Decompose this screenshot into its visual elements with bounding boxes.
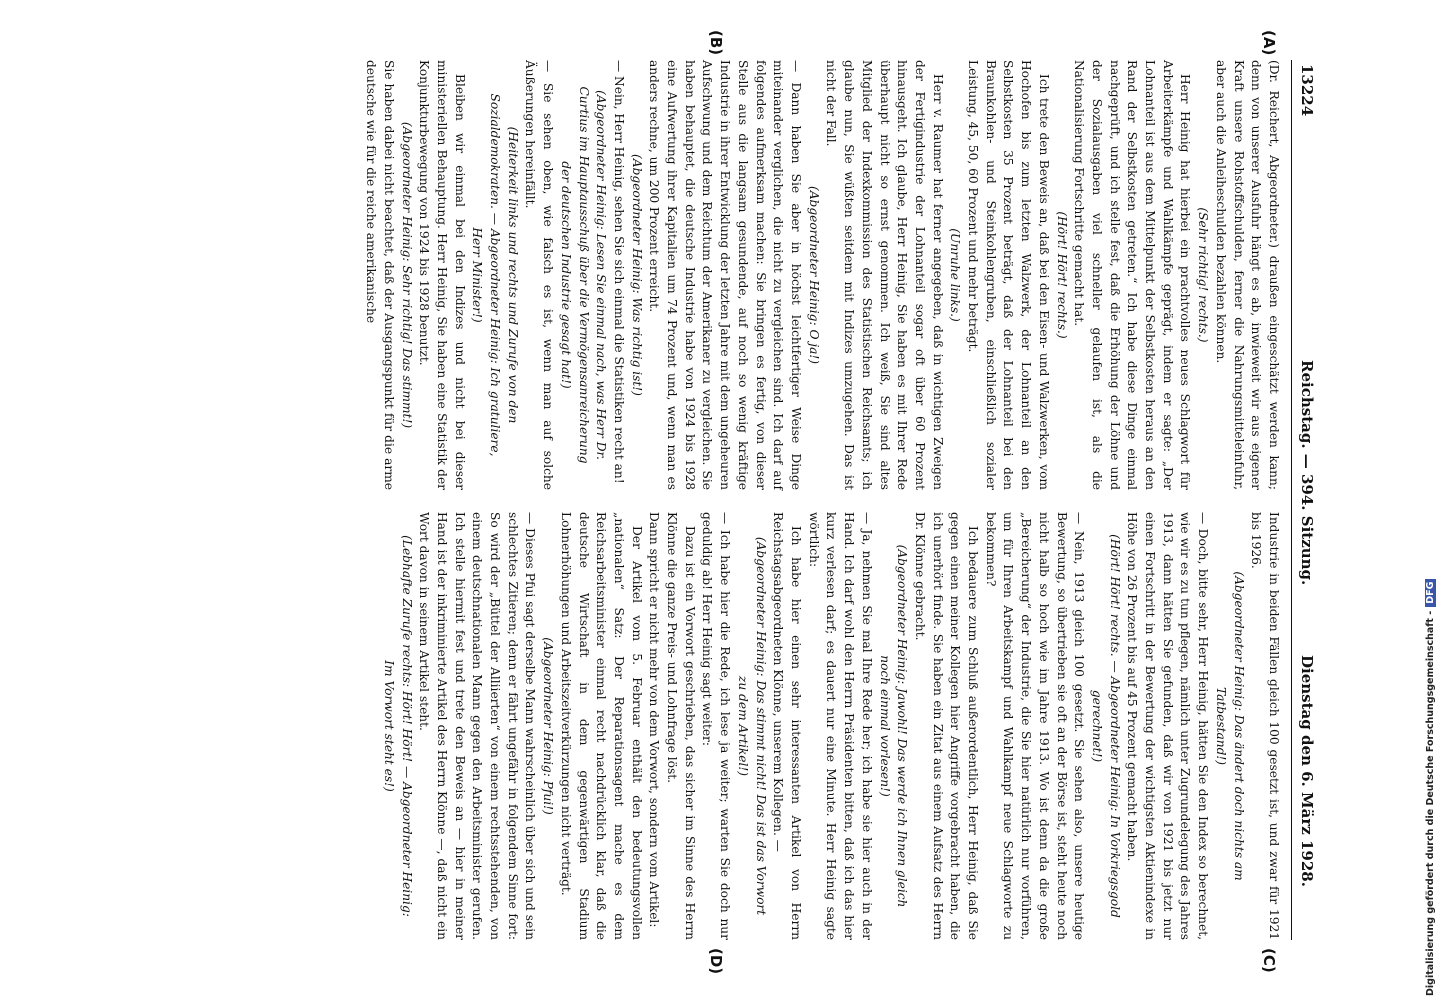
page-number: 13224 xyxy=(1298,64,1316,117)
digitization-credit xyxy=(1425,6,1436,996)
interjection: (Abgeordneter Heinig: Pfui!) xyxy=(541,637,556,815)
margin-marker-a: (A) xyxy=(1260,30,1278,56)
paragraph: Ich trete den Beweis an, daß bei den Eisen- und Walzwerken, vom Hochofen bis zum letzten Walzwerk, der Lohnanteil an den Selbstkosten 35 Prozent beträgt, daß der Lohnanteil bei den Braunkohlen- und Steinkohlengruben, einschließlich sozialer Leistung, 45, 50, 60 Prozent und mehr beträgt. xyxy=(966,60,1051,490)
quotation: Ich habe hier einen sehr interessanten Artikel von Herrn Reichstagsabgeordneten Klönne, unserem Kollegen. — xyxy=(771,512,804,940)
paragraph: — Ich habe hier die Rede, ich lese ja weiter; warten Sie doch nur geduldig ab! Herr Heinig sagt weiter: xyxy=(700,512,733,940)
paragraph: — Doch, bitte sehr, Herr Heinig, hätten Sie den Index so berechnet, wie wir es zu tun pflegen, nämlich unter Zugrundelegung des Jahres 1913, dann hätten Sie gefunden, daß wir von 1921 bis jetzt nur einen Fortschritt in der Bewertung der wichtigsten Aktienindexe in Höhe von 26 Prozent bis auf 45 Prozent gemacht haben. xyxy=(1125,512,1211,940)
paragraph: — Dieses Pfui sagt derselbe Mann wahrscheinlich über sich und sein schlechtes Zitieren; denn er fährt ungefähr in folgendem Sinne fort: So wird der „Büttel der Alliierten“ von einem rechtsstehenden, von einem deutschnationalen Mann gegen den Arbeitsminister gerufen. Ich stelle hiermit fest und trete den Beweis an — hier in meiner Hand ist der inkriminierte Artikel des Herrn Klönne —, daß nicht ein Wort davon in seinem Artikel steht. xyxy=(417,512,538,940)
page-header xyxy=(1291,60,1320,940)
paragraph: — Dann haben Sie aber in höchst leichtfertiger Weise Dinge miteinander verglichen, die nicht zu vergleichen sind. Ich darf auf folgendes aufmerksam machen: Sie bringen es fertig, von dieser Stelle aus die langsam gesundende, auf noch so wenig kräftige Industrie in ihrer Entwicklung der letzten Jahre mit dem ungeheuren Aufschwung und dem Reichtum der Amerikaner zu vergleichen. Sie haben behauptet, die deutsche Industrie habe von 1924 bis 1928 eine Aufwertung ihrer Kapitalien um 74 Prozent und, wenn man es anders rechne, um 200 Prozent erreicht. xyxy=(647,60,804,490)
margin-marker-c: (C) xyxy=(1260,948,1278,973)
paragraph: Sie haben dabei nicht beachtet, daß der Ausgangspunkt für die arme deutsche wie für die reiche amerikanische xyxy=(364,60,396,490)
interjection: (Sehr richtig! rechts.) xyxy=(1196,207,1211,343)
interjection: (Abgeordneter Heinig: Das ändert doch nichts am Tatbestand!) xyxy=(1213,571,1246,881)
quotation: Der Artikel vom 5. Februar enthält den bedeutungsvollen „nationalen“ Satz: Der Reparationsagent mache es dem Reichsarbeitsminister einmal recht nachdrücklich klar, daß die deutsche Wirtschaft in dem gegenwärtigen Stadium Lohnerhöhungen und Arbeitszeitverkürzungen nicht verträgt. xyxy=(558,512,644,940)
paragraph: Herr v. Raumer hat ferner angegeben, daß in wichtigen Zweigen der Fertigindustrie der Lohnanteil sogar oft über 60 Prozent hinausgeht. Ich glaube, Herr Heinig, Sie haben es mit Ihrer Rede überhaupt nicht so ernst genommen. Ich weiß, Sie sind altes Mitglied der Indexkommission des Statistischen Reichsamts; ich glaube nun, Sie wüßten seitdem mit Indizes umzugehen. Das ist nicht der Fall. xyxy=(824,60,945,490)
interjection: (Abgeordneter Heinig: O ja!) xyxy=(806,185,821,365)
paragraph: Bleiben wir einmal bei den Indizes und nicht bei dieser ministeriellen Behauptung. Herr Heinig, Sie haben eine Statistik der Konjunkturbewegung von 1924 bis 1928 benutzt. xyxy=(417,60,467,490)
quotation: Dazu ist ein Vorwort geschrieben, das sicher im Sinne des Herrn Klönne die ganze Preis- und Lohnfrage löst. xyxy=(665,512,697,940)
session-date: Dienstag den 6. März 1928. xyxy=(1298,655,1316,887)
interjection: (Unruhe links.) xyxy=(948,228,963,322)
credit-text: Digitalisierung gefördert durch die Deutsche Forschungsgemeinschaft - xyxy=(1425,610,1436,996)
interjection: (Abgeordneter Heinig: Sehr richtig! Das stimmt!) xyxy=(399,121,414,429)
paragraph: Industrie in beiden Fällen gleich 100 gesetzt ist, und zwar für 1921 bis 1926. xyxy=(1249,512,1281,940)
interjection: (Abgeordneter Heinig: Jawohl! Das werde ich Ihnen gleich noch einmal vorlesen!) xyxy=(877,544,910,908)
left-column xyxy=(132,60,1282,490)
interjection: (Abgeordneter Heinig: Was richtig ist!) xyxy=(629,154,644,396)
paragraph: — Sie sehen oben, wie falsch es ist, wenn man auf solche Äußerungen hereinfällt. xyxy=(523,60,556,490)
paragraph: Dann spricht er nicht mehr von dem Vorwort, sondern vom Artikel: xyxy=(647,512,662,928)
paragraph: — Ja, nehmen Sie mal Ihre Rede her; ich habe sie hier auch in der Hand. Ich darf wohl den Herrn Präsidenten bitten, daß ich das hier kurz verlesen darf; es dauert nur eine Minute. Herr Heinig sagte wörtlich: xyxy=(806,512,874,940)
paragraph: (Dr. Reichert, Abgeordneter.) draußen eingeschätzt werden kann; denn von unserer Ausfuhr hängt es ab, inwieweit wir aus eigener Kraft unsere Rohstoffschulden, ferner die Nahrungsmitteleinfuhr, aber auch die Anleiheschulden bezahlen können. xyxy=(1213,60,1281,490)
rotated-page xyxy=(80,30,1320,975)
paragraph: — Nein, Herr Heinig, sehen Sie sich einmal die Statistiken recht an! xyxy=(611,60,626,484)
paragraph: Ich bedauere zum Schluß außerordentlich, Herr Heinig, daß Sie gegen einen meiner Kollegen hier Angriffe vorgebracht haben, die ich unerhört finde. Sie haben ein Zitat aus einem Aufsatz des Herrn Dr. Klönne gebracht. xyxy=(912,512,981,940)
paragraph: Herr Heinig hat hierbei ein prachtvolles neues Schlagwort für Arbeiterkämpfe und Wahlkämpfe geprägt, indem er sagte: „Der Lohnanteil ist aus dem Mittelpunkt der Selbstkosten heraus an den Rand der Selbstkosten getreten.“ Ich habe diese Dinge einmal nachgeprüft, und ich stelle fest, daß die Erhöhung der Löhne und der Sozialausgaben viel schneller gelaufen ist, als die Nationalisierung Fortschritte gemacht hat. xyxy=(1072,60,1193,490)
dfg-logo: DFG xyxy=(1425,579,1436,607)
interjection: (Heiterkeit links und rechts und Zurufe von den Sozialdemokraten. — Abgeordneter Heinig: Ich gratuliere, Herr Minister!) xyxy=(470,93,520,457)
interjection: (Hört! Hört! rechts.) xyxy=(1054,211,1069,339)
margin-marker-d: (D) xyxy=(707,948,725,975)
paragraph: — Nein, 1913 gleich 100 gesetzt. Sie sehen also, unsere heutige Bewertung, so übertrieben sie oft an der Börse ist, steht heute noch nicht halb so hoch wie im Jahre 1913. Wo ist denn da die große „Bereicherung“ der Industrie, die Sie hier natürlich nur vorführen, um für Ihren Arbeitskampf und Wahlkampf neue Schlagworte zu bekommen? xyxy=(983,512,1087,940)
right-column xyxy=(132,512,1282,940)
margin-marker-b: (B) xyxy=(707,30,725,56)
interjection: (Abgeordneter Heinig: Lesen Sie einmal nach, was Herr Dr. Curtius im Hauptausschuß über die Vermögensanreicherung der deutschen Industrie gesagt hat!) xyxy=(558,86,609,464)
interjection: (Abgeordneter Heinig: Das stimmt nicht! Das ist das Vorwort zu dem Artikel!) xyxy=(735,536,768,916)
interjection: (Hört! Hört! rechts. — Abgeordneter Heinig: In Vorkriegsgold gerechnet!) xyxy=(1089,534,1122,918)
interjection: (Lebhafte Zurufe rechts: Hört! Hört! — Abgeordneter Heinig: Im Vorwort steht es!) xyxy=(381,535,414,917)
page-title: Reichstag. — 394. Sitzung. xyxy=(1298,360,1316,586)
